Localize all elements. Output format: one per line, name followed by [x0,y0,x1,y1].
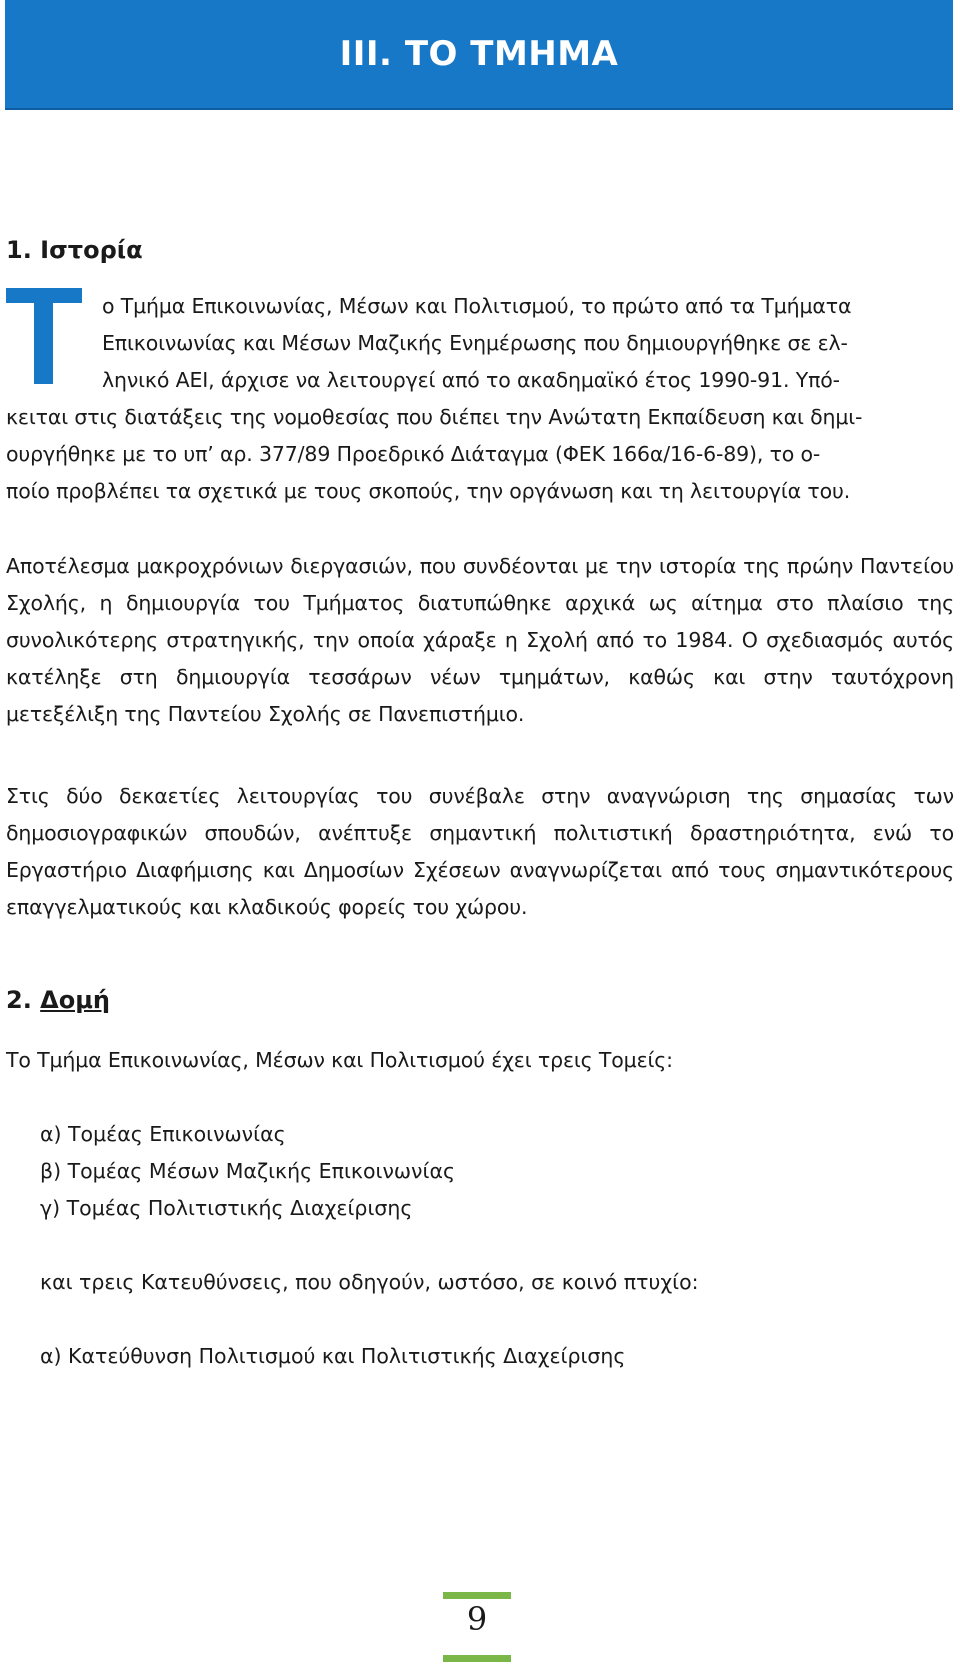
directions-intro: και τρεις Κατευθύνσεις, που οδηγούν, ωστόσο, σε κοινό πτυχίο: [40,1270,699,1294]
text-line: κειται στις διατάξεις της νομοθεσίας που διέπει την Ανώτατη Εκπαίδευση και δημι- [6,405,863,429]
page-number: 9 [466,1600,488,1638]
text-line: ληνικό ΑΕΙ, άρχισε να λειτουργεί από το ακαδημαϊκό έτος 1990-91. Υπό- [102,368,840,392]
chapter-banner [5,0,953,110]
list-item: γ) Τομέας Πολιτιστικής Διαχείρισης [40,1196,413,1220]
footer-accent-bar-top [443,1592,511,1599]
section-heading-structure [6,986,110,1014]
text-line: ο Τμήμα Επικοινωνίας, Μέσων και Πολιτισμού, το πρώτο από τα Τμήματα [102,294,852,318]
structure-intro: Το Τμήμα Επικοινωνίας, Μέσων και Πολιτισμού έχει τρεις Τομείς: [6,1048,673,1072]
section-number: 2. [6,986,41,1014]
list-item: α) Τομέας Επικοινωνίας [40,1122,286,1146]
chapter-title: III. ΤΟ ΤΜΗΜΑ [339,34,619,74]
text-line: Επικοινωνίας και Μέσων Μαζικής Ενημέρωσης που δημιουργήθηκε σε ελ- [102,331,848,355]
history-paragraph-2: Αποτέλεσμα μακροχρόνιων διεργασιών, που συνδέονται με την ιστορία της πρώην Παντείου Σχολής, η δημιουργία του Τμήματος διατυπώθηκε αρχικά ως αίτημα στο πλαίσιο της συνολικότερης στρατηγικής, την οποία χάραξε η Σχολή από το 1984. Ο σχεδιασμός αυτός κατέληξε στη δημιουργία τεσσάρων νέων τμημάτων, καθώς και στην ταυτόχρονη μετεξέλιξη της Παντείου Σχολής σε Πανεπιστήμιο. [6,554,954,726]
footer-accent-bar-bottom [443,1655,511,1662]
history-paragraph-1 [6,288,954,510]
list-item: α) Κατεύθυνση Πολιτισμού και Πολιτιστικής Διαχείρισης [40,1344,626,1368]
sectors-list [40,1116,455,1227]
directions-list [40,1338,625,1375]
text-line: ουργήθηκε με το υπ’ αρ. 377/89 Προεδρικό Διάταγμα (ΦΕΚ 166α/16-6-89), το ο- [6,442,821,466]
list-item: β) Τομέας Μέσων Μαζικής Επικοινωνίας [40,1159,455,1183]
history-paragraph-3: Στις δύο δεκαετίες λειτουργίας του συνέβαλε στην αναγνώριση της σημασίας των δημοσιογραφικών σπουδών, ανέπτυξε σημαντική πολιτιστική δραστηριότητα, ενώ το Εργαστήριο Διαφήμισης και Δημοσίων Σχέσεων αναγνωρίζεται από τους σημαντικότερους επαγγελματικούς και κλαδικούς φορείς του χώρου. [6,784,954,919]
text-line: ποίο προβλέπει τα σχετικά με τους σκοπούς, την οργάνωση και τη λειτουργία του. [6,479,851,503]
section-heading-history: 1. Ιστορία [6,236,143,264]
section-title: Δομή [40,986,110,1014]
